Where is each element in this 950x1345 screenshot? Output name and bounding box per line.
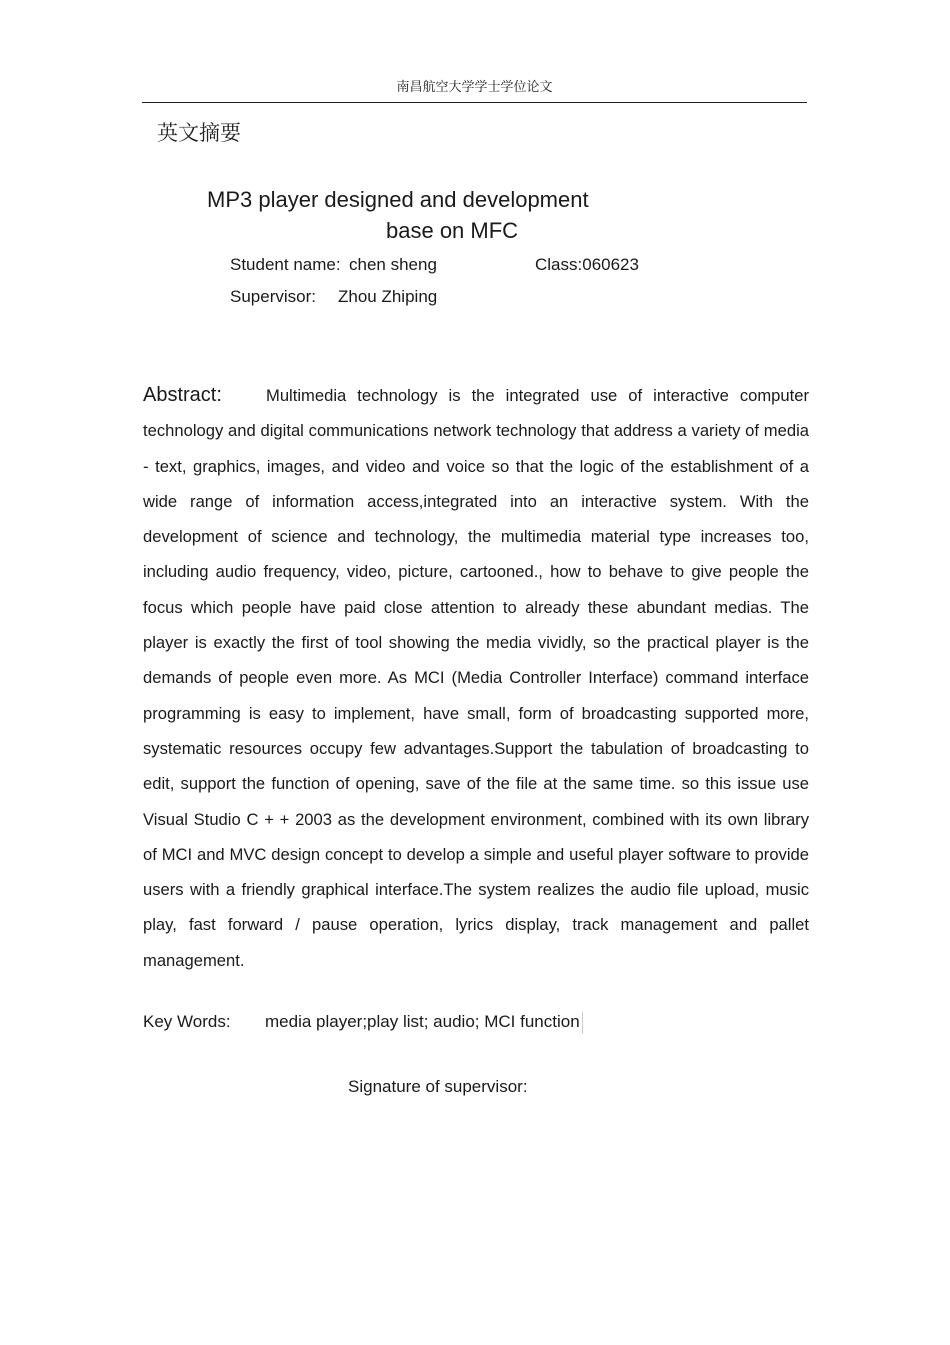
- keywords-line: [143, 1010, 583, 1034]
- student-name-label: Student name:: [230, 255, 341, 274]
- student-name: chen sheng: [349, 255, 437, 274]
- text-cursor-mark: [582, 1012, 583, 1034]
- running-header: 南昌航空大学学士学位论文: [396, 80, 553, 95]
- class-value: 060623: [582, 255, 639, 274]
- abstract-label: Abstract:: [143, 384, 222, 406]
- supervisor-signature-label: Signature of supervisor:: [348, 1077, 528, 1096]
- keywords-value: media player;play list; audio; MCI function: [265, 1012, 580, 1031]
- paper-title-line-1: MP3 player designed and development: [207, 187, 589, 212]
- abstract-body: Multimedia technology is the integrated use of interactive computer technology and digital communications network technology that address a variety of media - text, graphics, images, and video and voice so that the logic of the establishment of a wide range of information access,integrated into an interactive system. With the development of science and technology, the multimedia material type increases too, including audio frequency, video, picture, cartooned., how to behave to give people the focus which people have paid close attention to already these abundant medias. The player is exactly the first of tool showing the media vividly, so the practical player is the demands of people even more. As MCI (Media Controller Interface) command interface programming is easy to implement, have small, form of broadcasting supported more, systematic resources occupy few advantages.Support the tabulation of broadcasting to edit, support the function of opening, save of the file at the same time. so this issue use Visual Studio C + + 2003 as the development environment, combined with its own library of MCI and MVC design concept to develop a simple and useful player software to provide users with a friendly graphical interface.The system realizes the audio file upload, music play, fast forward / pause operation, lyrics display, track management and pallet management.: [143, 386, 809, 970]
- supervisor-label: Supervisor:: [230, 287, 316, 306]
- header-rule: [142, 102, 807, 103]
- class-info: [535, 253, 639, 277]
- section-heading: 英文摘要: [157, 121, 241, 145]
- keywords-label: Key Words:: [143, 1012, 231, 1031]
- class-label: Class:: [535, 255, 583, 274]
- supervisor-name: Zhou Zhiping: [338, 287, 438, 306]
- paper-title-line-2: base on MFC: [386, 218, 519, 243]
